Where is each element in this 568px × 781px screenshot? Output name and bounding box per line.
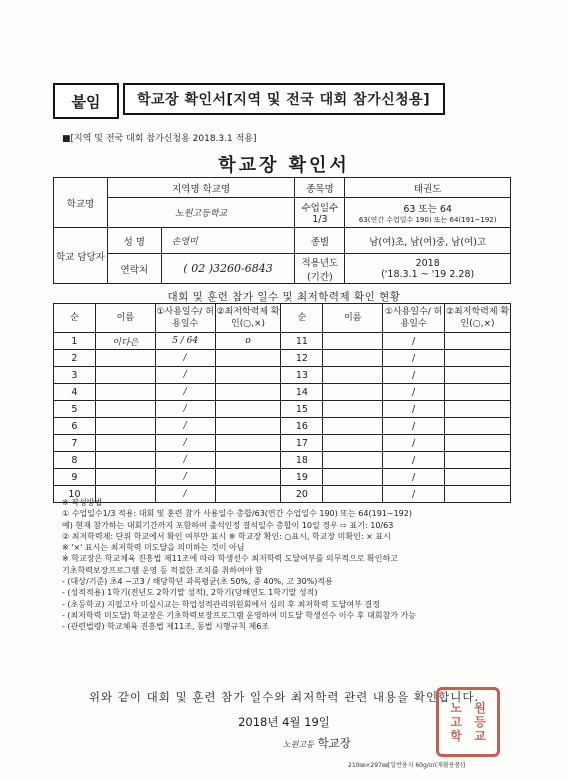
row-number: 5 [54,401,96,418]
school-sign: 학교장 [317,736,351,750]
category-value: 남(여)초, 남(여)중, 남(여)고 [345,228,511,254]
athlete-name [323,452,383,469]
col-name: 이름 [95,304,155,333]
school-header: 지역명 학교명 [107,178,295,198]
seal-char: 원 [474,701,486,715]
row-number: 16 [281,418,323,435]
table-row [54,469,511,486]
used-days: / [155,367,215,384]
col-name-2: 이름 [323,304,383,333]
instruction-line: 기초학력보장프로그램 운영 등 적절한 조치를 취하여야 함 [62,565,263,575]
athlete-name [95,350,155,367]
manager-label: 학교 담당자 [54,228,108,284]
achievement-check [445,401,511,418]
days-cell [345,198,511,228]
seal-char: 교 [474,729,486,743]
instruction-line: - (성적적용) 1학기(전년도 2학기말 성적), 2학기(당해연도 1학기말 성적) [62,588,318,598]
achievement-check [215,469,281,486]
col-check: ②최저학력제 확인(○,×) [215,304,281,333]
confirmation-text: 위와 같이 대회 및 훈련 참가 일수와 최저학력 관련 내용을 확인합니다. [88,690,480,704]
achievement-check [215,435,281,452]
used-days: / [383,367,445,384]
used-days: / [155,418,215,435]
col-check-2: ②최저학력제 확인(○,×) [445,304,511,333]
athlete-name [323,350,383,367]
row-number: 17 [281,435,323,452]
achievement-check [445,367,511,384]
document-title: 학교장 확인서 [218,155,350,176]
seal-char: 학 [450,729,462,743]
year-period: ('18.3.1 ~ '19 2.28) [381,268,475,280]
used-days: / [383,350,445,367]
achievement-check [215,452,281,469]
athlete-name [323,469,383,486]
event-label: 종목명 [295,178,345,198]
achievement-check [445,333,511,350]
instruction-line: - (관련법령) 학교체육 진흥법 제11조, 동법 시행규칙 제6조 [62,622,270,632]
instruction-line: ② 최저학력제: 단위 학교에서 확인 여부만 표시 ※ 학교장 확인: ○표시, 학교장 미확인: × 표시 [62,531,391,541]
year-value: 2018 [415,257,440,269]
row-number: 14 [281,384,323,401]
official-seal [436,687,500,757]
used-days: 5 / 64 [155,333,215,350]
used-days: / [383,452,445,469]
used-days: / [383,333,445,350]
table-row [54,333,511,350]
used-days: / [155,401,215,418]
achievement-check: o [215,333,281,350]
achievement-check [445,350,511,367]
contact-value: ( 02 )3260-6843 [161,254,295,284]
achievement-check [445,435,511,452]
used-days: / [155,469,215,486]
athlete-name [95,418,155,435]
seal-char: 고 [450,715,462,729]
used-days: / [383,384,445,401]
table-row [54,435,511,452]
date: 2018년 4월 19일 [238,715,330,729]
row-number: 1 [54,333,96,350]
achievement-check [445,452,511,469]
row-number: 19 [281,469,323,486]
row-number: 12 [281,350,323,367]
school-signature [283,735,351,751]
days-value: 63 또는 64 [403,203,452,215]
event-value: 태권도 [345,178,511,198]
used-days: / [383,418,445,435]
instruction-line: ① 수업일수1/3 적용: 대회 및 훈련 참가 사용일수 총합/63(연간 수업일수 190) 또는 64(191~192) [62,509,412,519]
achievement-check [215,367,281,384]
used-days: / [155,384,215,401]
instruction-line: 예) 현재 참가하는 대회기간까지 포함하여 출석인정 결석일수 총합이 10일 경우 ⇨ 표기: 10/63 [62,520,394,530]
achievement-check [445,384,511,401]
achievement-check [445,469,511,486]
year-cell [345,254,511,284]
athlete-name [323,418,383,435]
table-row [54,452,511,469]
instruction-line: ※ '×' 표시는 최저학력 미도달을 의미하는 것이 아님 [62,543,245,553]
category-label: 종별 [295,228,345,254]
table-row [54,367,511,384]
used-days: / [383,435,445,452]
row-number: 18 [281,452,323,469]
table-row [54,350,511,367]
subtitle: ■[지역 및 전국 대회 참가신청용 2018.3.1 적용] [62,134,257,144]
athlete-name [95,469,155,486]
used-days: / [383,401,445,418]
athlete-name [323,401,383,418]
achievement-check [215,384,281,401]
days-label: 수업일수 1/3 [295,198,345,228]
year-label: 적용년도 (기간) [295,254,345,284]
paper-spec: 210㎜×297㎜[일반용지 60g/㎡(재활용품)] [348,762,466,769]
days-note: 63(연간 수업일수 190) 또는 64(191~192) [358,215,497,224]
athlete-name [95,452,155,469]
used-days: / [383,486,445,503]
used-days: / [383,469,445,486]
used-days: / [155,486,215,503]
header-title: 학교장 확인서[지역 및 전국 대회 참가신청용] [123,83,445,115]
instruction-line: - (최저학력 미도달) 학교장은 기초학력보장프로그램 운영하여 미도달 학생선수 이수 후 대회참가 가능 [62,610,416,620]
row-number: 6 [54,418,96,435]
row-number: 8 [54,452,96,469]
achievement-check [215,418,281,435]
achievement-check [445,418,511,435]
table-row [54,384,511,401]
info-table [53,177,511,284]
school-sign-prefix: 노원고등 [283,740,314,749]
name-label: 성 명 [107,228,161,254]
used-days: / [155,452,215,469]
table-row [54,418,511,435]
athlete-name [323,367,383,384]
school-label: 학교명 [54,178,108,228]
col-days-2: ①사용일수/ 허용일수 [383,304,445,333]
athlete-name [95,367,155,384]
attachment-label: 붙임 [53,83,119,119]
instruction-line: - (초등학교) 지필고사 미실시교는 학업성적관리위원회에서 심의 후 최저학력 도달여부 결정 [62,599,380,609]
contact-label: 연락처 [107,254,161,284]
row-number: 13 [281,367,323,384]
instruction-line: ※ 학교장은 학교체육 진흥법 제11조에 따라 학생선수 최저학력 도달여부를 의무적으로 확인하고 [62,554,398,564]
athlete-name [323,333,383,350]
row-number: 11 [281,333,323,350]
athlete-name [323,384,383,401]
athlete-name [95,401,155,418]
row-number: 4 [54,384,96,401]
instruction-line: ※ 작성방법 [62,498,103,507]
seal-char: 노 [450,701,462,715]
athlete-name: 이다은 [95,333,155,350]
section-title: 대회 및 훈련 참가 일수 및 최저학력제 확인 현황 [167,291,401,303]
instructions [62,497,532,633]
used-days: / [155,350,215,367]
achievement-check [215,350,281,367]
achievement-check [215,401,281,418]
row-number: 9 [54,469,96,486]
athlete-table [53,303,511,503]
table-row [54,401,511,418]
col-days: ①사용일수/ 허용일수 [155,304,215,333]
name-value: 손영미 [161,228,295,254]
used-days: / [155,435,215,452]
row-number: 3 [54,367,96,384]
row-number: 7 [54,435,96,452]
row-number: 2 [54,350,96,367]
instruction-line: - (대상/기준) 초4 ~고3 / 해당학년 과목평균(초 50%, 중 40%, 고 30%)적용 [62,577,333,587]
athlete-name [95,384,155,401]
col-num-2: 순 [281,304,323,333]
row-number: 10 [54,486,96,503]
athlete-name [323,435,383,452]
school-value: 노원고등학교 [107,198,295,228]
athlete-name [95,435,155,452]
col-num: 순 [54,304,96,333]
row-number: 20 [281,486,323,503]
seal-char: 등 [474,715,486,729]
row-number: 15 [281,401,323,418]
